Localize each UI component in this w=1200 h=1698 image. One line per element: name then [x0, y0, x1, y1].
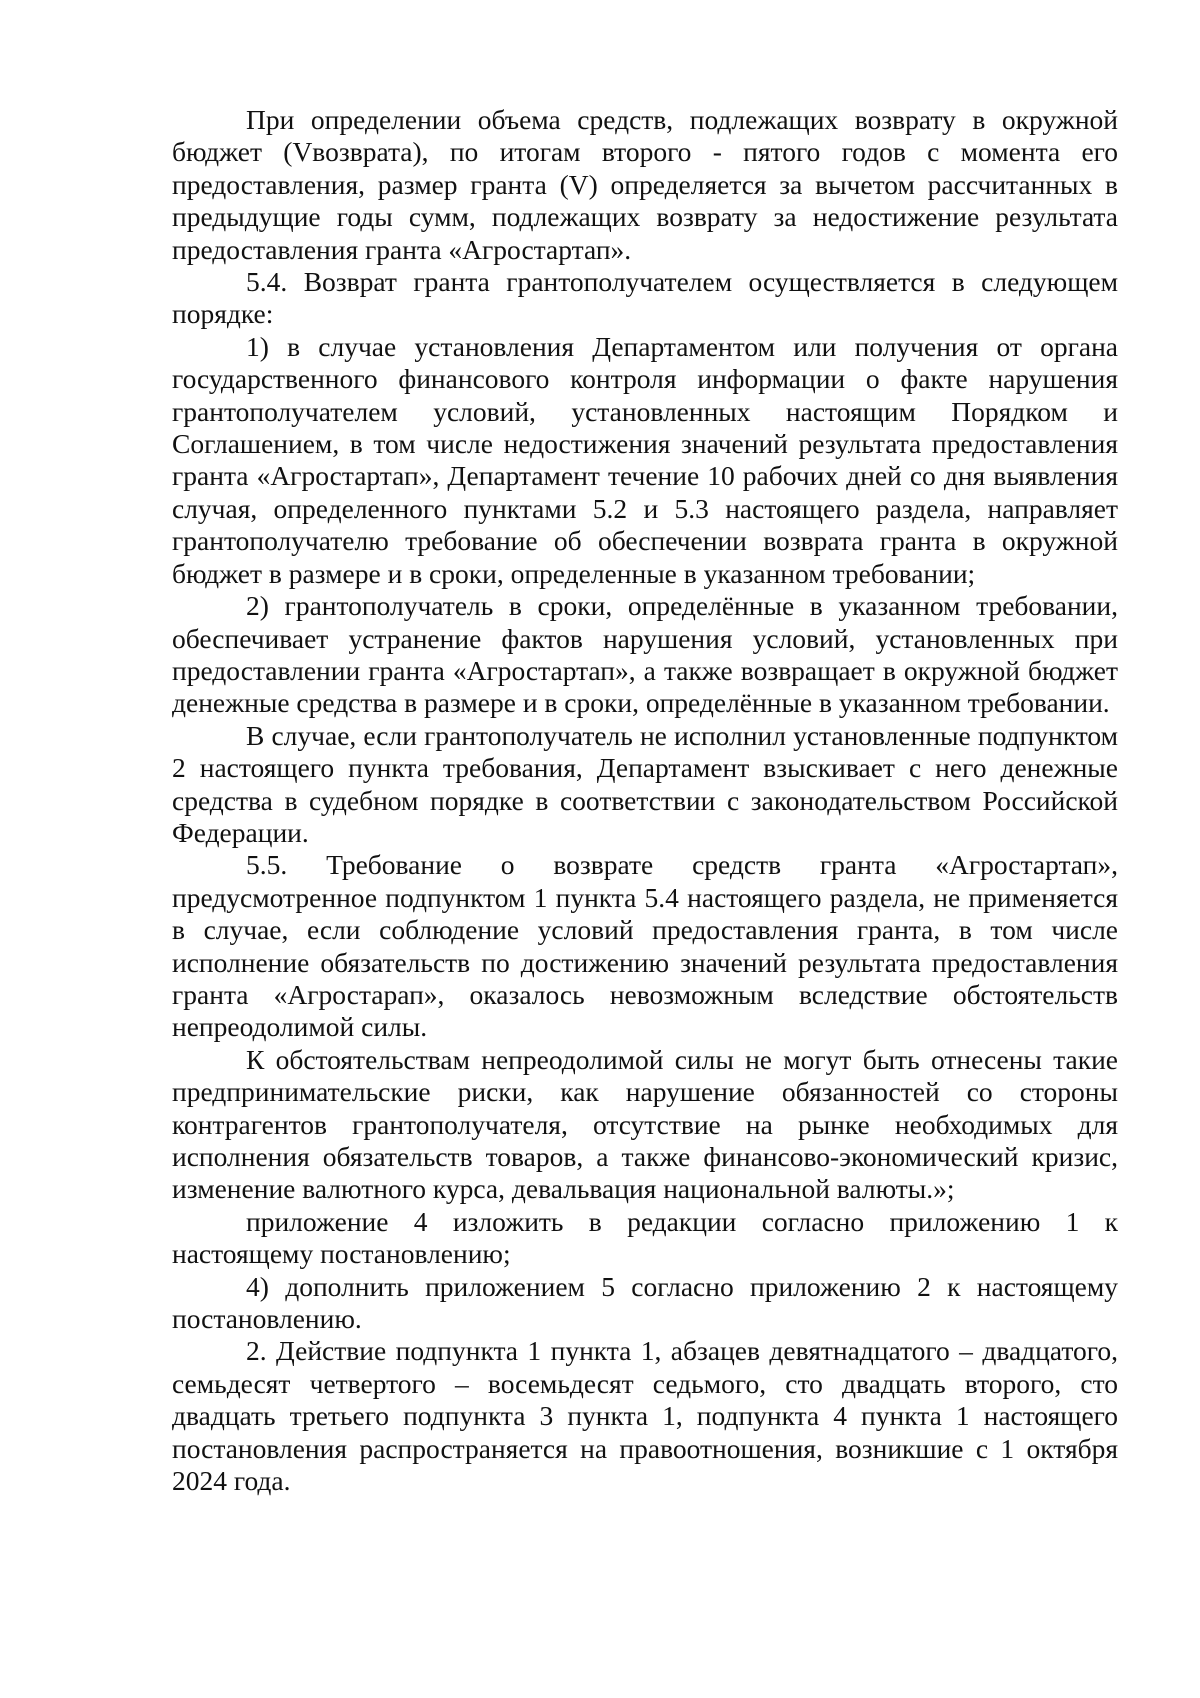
- paragraph-item-4: 4) дополнить приложением 5 согласно приложению 2 к настоящему постановлению.: [172, 1270, 1118, 1335]
- document-page: [172, 104, 1118, 1497]
- paragraph-5-4-item-2: 2) грантополучатель в сроки, определённые в указанном требовании, обеспечивает устранение фактов нарушения условий, установленных при предоставлении гранта «Агростартап», а также возвращает в окружной бюджет денежные средства в размере и в сроки, определённые в указанном требовании.: [172, 590, 1118, 719]
- paragraph-5-4-item-1: 1) в случае установления Департаментом или получения от органа государственного финансового контроля информации о факте нарушения грантополучателем условий, установленных настоящим Порядком и Соглашением, в том числе недостижения значений результата предоставления гранта «Агростартап», Департамент течение 10 рабочих дней со дня выявления случая, определенного пунктами 5.2 и 5.3 настоящего раздела, направляет грантополучателю требование об обеспечении возврата гранта в окружной бюджет в размере и в сроки, определенные в указанном требовании;: [172, 330, 1118, 589]
- paragraph-effective-date: 2. Действие подпункта 1 пункта 1, абзацев девятнадцатого – двадцатого, семьдесят четвертого – восемьдесят седьмого, сто двадцать второго, сто двадцать третьего подпункта 3 пункта 1, подпункта 4 пункта 1 настоящего постановления распространяется на правоотношения, возникшие с 1 октября 2024 года.: [172, 1335, 1118, 1497]
- paragraph-appendix-4: приложение 4 изложить в редакции согласно приложению 1 к настоящему постановлению;: [172, 1205, 1118, 1270]
- paragraph-force-majeure: К обстоятельствам непреодолимой силы не могут быть отнесены такие предпринимательские риски, как нарушение обязанностей со стороны контрагентов грантополучателя, отсутствие на рынке необходимых для исполнения обязательств товаров, а также финансово-экономический кризис, изменение валютного курса, девальвация национальной валюты.»;: [172, 1043, 1118, 1205]
- paragraph-court-recovery: В случае, если грантополучатель не исполнил установленные подпунктом 2 настоящего пункта требования, Департамент взыскивает с него денежные средства в судебном порядке в соответствии с законодательством Российской Федерации.: [172, 719, 1118, 848]
- paragraph-5-5: 5.5. Требование о возврате средств гранта «Агростартап», предусмотренное подпунктом 1 пункта 5.4 настоящего раздела, не применяется в случае, если соблюдение условий предоставления гранта, в том числе исполнение обязательств по достижению значений результата предоставления гранта «Агростарап», оказалось невозможным вследствие обстоятельств непреодолимой силы.: [172, 849, 1118, 1043]
- paragraph-5-4: 5.4. Возврат гранта грантополучателем осуществляется в следующем порядке:: [172, 266, 1118, 330]
- paragraph-refund-volume: При определении объема средств, подлежащих возврату в окружной бюджет (Vвозврата), по итогам второго - пятого годов с момента его предоставления, размер гранта (V) определяется за вычетом рассчитанных в предыдущие годы сумм, подлежащих возврату за недостижение результата предоставления гранта «Агростартап».: [172, 104, 1118, 265]
